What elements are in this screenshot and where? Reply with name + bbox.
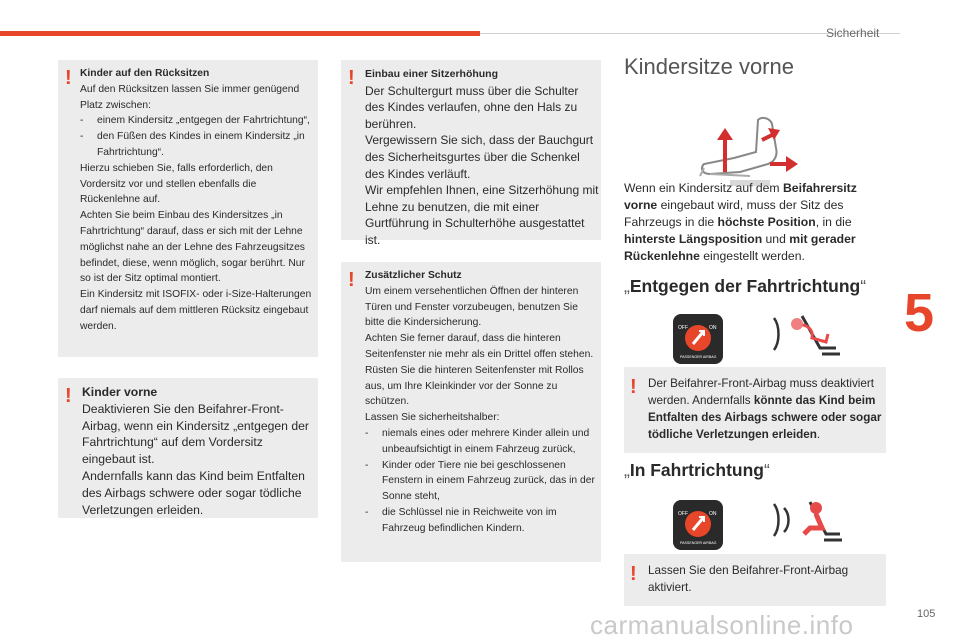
note-text: Wir empfehlen Ihnen, eine Sitzerhöhung mit Lehne zu benutzen, die mit einer Gurtführung in Schulterhöhe ausgestattet ist. xyxy=(365,183,599,247)
watermark: carmanualsonline.info xyxy=(590,610,854,640)
note-booster-seat xyxy=(341,60,601,247)
note-text: Hierzu schieben Sie, falls erforderlich, den Vordersitz vor und stellen ebenfalls die Rückenlehne auf. xyxy=(80,162,273,206)
chapter-number: 5 xyxy=(904,283,935,343)
note-text: Auf den Rücksitzen lassen Sie immer genügend Platz zwischen: xyxy=(80,83,300,111)
note-text: Der Schultergurt muss über die Schulter des Kindes verlaufen, ohne den Hals zu berühren. xyxy=(365,83,579,131)
warning-icon: ! xyxy=(65,67,72,89)
note-text: Lassen Sie sicherheitshalber: xyxy=(365,412,500,424)
header-accent-bar xyxy=(0,31,480,36)
warning-icon: ! xyxy=(348,269,355,291)
list-item: - den Füßen des Kindes in einem Kindersitz „in Fahrtrichtung“. xyxy=(80,129,316,161)
note-rear-seats xyxy=(58,60,318,357)
warning-forward-facing xyxy=(624,554,886,606)
passenger-airbag-on-icon xyxy=(673,500,723,550)
page-title: Kindersitze vorne xyxy=(624,54,794,79)
heading-rear-facing: „Entgegen der Fahrtrichtung“ xyxy=(624,276,867,296)
note-text: Andernfalls kann das Kind beim Entfalten des Airbags schwere oder sogar tödliche Verletzungen erleiden. xyxy=(82,468,305,517)
note-text: Deaktivieren Sie den Beifahrer-Front-Airbag, wenn ein Kindersitz „entgegen der Fahrtrichtung“ auf dem Vordersitz eingebaut ist. xyxy=(82,401,309,467)
svg-text:OFF: OFF xyxy=(678,511,688,517)
warning-icon: ! xyxy=(348,67,355,89)
list-item: - niemals eines oder mehrere Kinder allein und unbeaufsichtigt in einem Fahrzeug zurück, xyxy=(365,426,599,458)
warning-icon: ! xyxy=(65,385,72,407)
note-children-front xyxy=(58,378,318,518)
warning-text: Der Beifahrer-Front-Airbag muss deaktiviert werden. Andernfalls könnte das Kind beim Entfalten des Airbags schwere oder sogar tödliche Verletzungen erleiden. xyxy=(648,377,882,441)
warning-rear-facing xyxy=(624,367,886,453)
note-text: Um einem versehentlichen Öffnen der hinteren Türen und Fenster vorzubeugen, benutzen Sie bitte die Kindersicherung. xyxy=(365,285,579,329)
list-item: - einem Kindersitz „entgegen der Fahrtrichtung“, xyxy=(80,113,316,129)
warning-icon: ! xyxy=(630,563,637,585)
note-text: Vergewissern Sie sich, dass der Bauchgurt des Sicherheitsgurtes über die Schenkel des Kindes verläuft. xyxy=(365,133,594,181)
section-title: Sicherheit xyxy=(826,26,880,40)
page-number: 105 xyxy=(917,608,936,620)
warning-icon: ! xyxy=(630,376,637,398)
svg-text:PASSENGER AIRBAG: PASSENGER AIRBAG xyxy=(680,541,717,545)
list-item: - die Schlüssel nie in Reichweite von im Fahrzeug befindlichen Kindern. xyxy=(365,505,599,537)
intro-text: Wenn ein Kindersitz auf dem Beifahrersitz vorne eingebaut wird, muss der Sitz des Fahrzeugs in die höchste Position, in die hinterste Längsposition und mit gerader Rückenlehne eingestellt werden. xyxy=(624,181,857,263)
note-title: Kinder auf den Rücksitzen xyxy=(80,68,210,79)
note-title: Einbau einer Sitzerhöhung xyxy=(365,68,499,80)
svg-text:PASSENGER AIRBAG: PASSENGER AIRBAG xyxy=(680,355,717,359)
passenger-airbag-off-icon xyxy=(673,314,723,364)
warning-text: Lassen Sie den Beifahrer-Front-Airbag aktiviert. xyxy=(648,564,849,594)
list-item: - Kinder oder Tiere nie bei geschlossenen Fenstern in einem Fahrzeug zurück, das in der Sonne steht, xyxy=(365,458,599,505)
rear-facing-seat-icon xyxy=(766,312,846,362)
note-additional-protection xyxy=(341,262,601,562)
note-text: Achten Sie beim Einbau des Kindersitzes „in Fahrtrichtung“ darauf, dass er sich mit der Lehne möglichst nahe an der Lehne des Fahrzeugsitzes befindet, diese, wenn möglich, sogar berührt. Nur so ist der Sitz optimal montiert. xyxy=(80,210,305,285)
note-text: Achten Sie ferner darauf, dass die hinteren Seitenfenster nie mehr als ein Drittel offen stehen. xyxy=(365,333,594,360)
note-title: Kinder vorne xyxy=(82,385,158,399)
svg-text:OFF: OFF xyxy=(678,325,688,331)
forward-facing-seat-icon xyxy=(766,498,846,548)
svg-text:ON: ON xyxy=(709,325,717,331)
note-text: Ein Kindersitz mit ISOFIX- oder i-Size-Halterungen darf niemals auf dem mittleren Rücksitz eingebaut werden. xyxy=(80,289,312,332)
note-title: Zusätzlicher Schutz xyxy=(365,270,462,281)
svg-text:ON: ON xyxy=(709,511,717,517)
heading-forward-facing: „In Fahrtrichtung“ xyxy=(624,460,770,480)
note-text: Rüsten Sie die hinteren Seitenfenster mit Rollos aus, um Ihre Kleinkinder vor der Sonne zu schützen. xyxy=(365,364,584,408)
